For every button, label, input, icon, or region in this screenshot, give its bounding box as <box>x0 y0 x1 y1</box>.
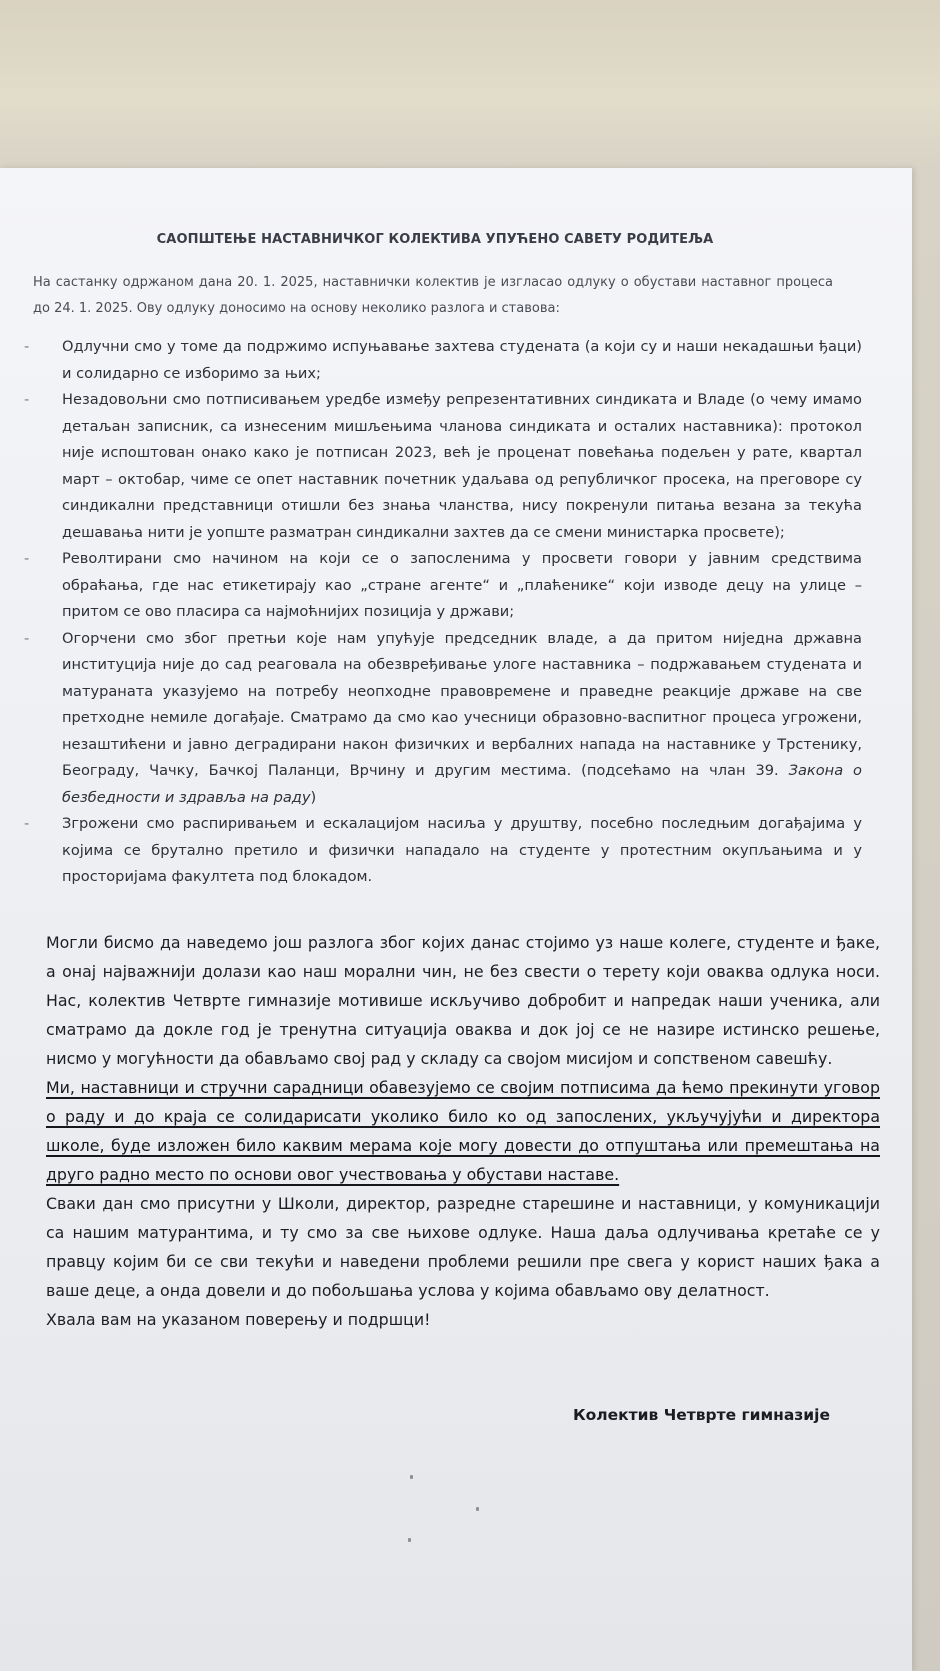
bullet-dash: - <box>24 391 30 408</box>
bullet-dash: - <box>24 815 30 832</box>
list-item <box>0 387 862 546</box>
list-item <box>0 811 862 891</box>
bullet-dash: - <box>24 550 30 567</box>
reason-text: Одлучни смо у томе да подржимо испуњавање захтева студената (а који су и наши некадашњи ђаци) и солидарно се изборимо за њих; <box>62 338 862 382</box>
paper-speck <box>410 1475 413 1479</box>
thanks-line: Хвала вам на указаном поверењу и подршци! <box>46 1310 431 1329</box>
list-item <box>0 626 862 812</box>
reason-text-end: ) <box>310 788 317 806</box>
document-sheet <box>0 168 912 1671</box>
reasons-list <box>0 334 880 891</box>
list-item <box>0 334 862 387</box>
document-title: САОПШТЕЊЕ НАСТАВНИЧКОГ КОЛЕКТИВА УПУЋЕНО САВЕТУ РОДИТЕЉА <box>156 232 714 247</box>
reason-text: Згрожени смо распиривањем и ескалацијом насиља у друштву, посебно последњим догађајима у којима се брутално претило и физички нападало на студенте у протестним окупљањима и у просторијама факултета под блокадом. <box>62 815 862 885</box>
signature: Колектив Четврте гимназије <box>572 1406 830 1424</box>
list-item <box>0 546 862 626</box>
bullet-dash: - <box>24 629 30 647</box>
presence-paragraph: Сваки дан смо присутни у Школи, директор, разредне старешине и наставници, у комуникацији са нашим матурантима, и ту смо за све њихове одлуке. Наша даља одлучивања кретаће се у правцу којим би се сви текући и наведени проблеми решили пре свега у корист наших ђака а ваше деце, а онда довели и до побољшања услова у којима обављамо ову делатност. <box>46 1194 880 1300</box>
reasons-summary-paragraph: Могли бисмо да наведемо још разлога због којих данас стојимо уз наше колеге, студенте и ђаке, а онај најважнији долази као наш морални чин, не без свести о терету који оваква одлука носи. Нас, колектив Четврте гимназије мотивише искључиво добробит и напредак наши ученика, али сматрамо да докле год је тренутна ситуација оваква и док јој се не назире истинско решење, нисмо у могућности да обављамо свој рад у складу са својом мисијом и сопственом савешћу. <box>46 933 880 1068</box>
paper-speck <box>476 1507 479 1511</box>
intro-paragraph: На састанку одржаном дана 20. 1. 2025, наставнички колектив је изгласао одлуку о обустави наставног процеса до 24. 1. 2025. Ову одлуку доносимо на основу неколико разлога и ставова: <box>33 275 833 316</box>
reason-text: Огорчени смо због претњи које нам упућује председник владе, а да притом ниједна државна институција није до сад реаговала на обезвређивање улоге наставника – подржавањем студената и матураната указујемо на потребу неопходне правовремене и праведне реакције државе на све претходне немиле догађаје. Сматрамо да смо као учесници образовно-васпитног процеса угрожени, незаштићени и јавно деградирани након физичких и вербалних напада на наставнике у Трстенику, Београду, Чачку, Бачкој Паланци, Врчину и другим местима. (подсећамо на члан 39. <box>62 629 862 779</box>
bullet-dash: - <box>24 338 30 355</box>
reason-text: Револтирани смо начином на који се о запосленима у просвети говори у јавним средствима обраћања, где нас етикетирају као „стране агенте“ и „плаћенике“ који изводе децу на улице – притом се ово пласира са најмоћнијих позиција у држави; <box>62 550 862 620</box>
pledge-paragraph: Ми, наставници и стручни сарадници обавезујемо се својим потписима да ћемо прекинути уговор о раду и до краја се солидарисати уколико било ко од запослених, укључујући и директора школе, буде изложен било каквим мерама које могу довести до отпуштања или премештања на друго радно место по основи овог учествовања у обустави наставе. <box>46 1078 880 1184</box>
reason-text: Незадовољни смо потписивањем уредбе између репрезентативних синдиката и Владе (о чему имамо детаљан записник, са изнесеним мишљењима чланова синдиката и осталих наставника): протокол није испоштован онако како је потписан 2023, већ је проценат повећања подељен у рате, квартал март – октобар, чиме се опет наставник почетник удаљава од републичког просека, на преговоре су синдикални представници отишли без знања чланства, нису покренули питања везана за текућа дешавања нити је уопште разматран синдикални захтев да се смени министарка просвете); <box>62 391 862 541</box>
paper-speck <box>408 1538 411 1542</box>
conclusion-section <box>46 928 880 1334</box>
law-reference: Закона о безбедности и здравља на раду <box>62 762 862 806</box>
